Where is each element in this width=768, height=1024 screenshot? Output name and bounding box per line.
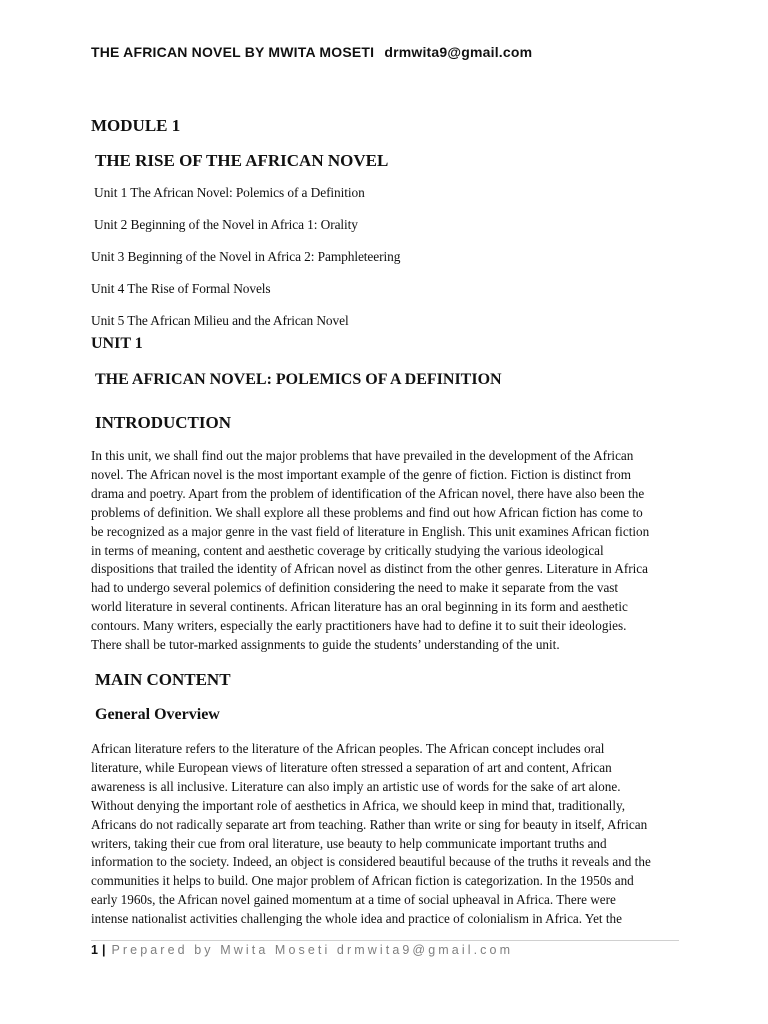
paragraph-line: Africans do not radically separate art from teaching. Rather than write or sing for beauty in itself, African (91, 816, 648, 832)
page-header (91, 44, 532, 60)
footer-divider (91, 940, 679, 941)
paragraph-line: In this unit, we shall find out the major problems that have prevailed in the development of the African (91, 448, 634, 463)
module-title: THE RISE OF THE AFRICAN NOVEL (95, 151, 389, 170)
paragraph-line: early 1960s, the African novel gained momentum at a time of social upheaval in Africa. There were (91, 892, 616, 908)
page-footer (91, 943, 513, 957)
paragraph-line: novel. The African novel is the most important example of the genre of fiction. Fiction is distinct from (91, 466, 631, 482)
paragraph-line: be recognized as a major genre in the vast field of literature in English. This unit examines African fiction (91, 523, 650, 539)
main-content-heading: MAIN CONTENT (95, 670, 231, 689)
paragraph-line: information to the society. Indeed, an object is considered beautiful because of the truths it reveals and the (91, 854, 651, 870)
paragraph-line: world literature in several continents. African literature has an oral beginning in its form and aesthetic (91, 599, 628, 615)
unit-list-item: Unit 4 The Rise of Formal Novels (91, 281, 271, 296)
paragraph-line: drama and poetry. Apart from the problem of identification of the African novel, there have also been the (91, 485, 645, 501)
unit-list-item: Unit 1 The African Novel: Polemics of a Definition (94, 185, 365, 200)
header-title: THE AFRICAN NOVEL BY MWITA MOSETI (91, 44, 375, 60)
unit-list-item: Unit 5 The African Milieu and the African Novel (91, 313, 349, 328)
paragraph-line: contours. Many writers, especially the early practitioners have had to define it to suit their ideologies. (91, 618, 627, 634)
paragraph-line: dispositions that trailed the identity of African novel as distinct from the other genres. Literature in Africa (91, 561, 649, 577)
unit-title: THE AFRICAN NOVEL: POLEMICS OF A DEFINITION (95, 371, 502, 388)
module-label: MODULE 1 (91, 116, 181, 135)
paragraph-line: problems of definition. We shall explore all these problems and find out how African fiction has come to (91, 504, 643, 520)
paragraph-line: intense nationalist activities challenging the whole idea and practice of colonialism in Africa. Yet the (91, 911, 623, 927)
paragraph-line: writers, taking their cue from oral literature, use beauty to help communicate important truths and (91, 835, 607, 851)
unit-list-item: Unit 2 Beginning of the Novel in Africa 1: Orality (94, 217, 358, 232)
paragraph-line: Without denying the important role of aesthetics in Africa, we should keep in mind that, traditionally, (91, 797, 626, 813)
paragraph-line: communities it helps to build. One major problem of African fiction is categorization. In the 1950s and (91, 873, 634, 889)
introduction-paragraph (91, 447, 691, 655)
header-email: drmwita9@gmail.com (384, 44, 533, 60)
page-number: 1 (91, 943, 98, 957)
introduction-heading: INTRODUCTION (95, 413, 232, 432)
paragraph-line: in terms of meaning, content and aesthetic coverage by critically studying the various ideological (91, 542, 604, 558)
unit-list-item: Unit 3 Beginning of the Novel in Africa 2: Pamphleteering (91, 249, 401, 264)
footer-text: Prepared by Mwita Moseti drmwita9@gmail.com (111, 943, 514, 957)
footer-separator: | (101, 943, 106, 957)
general-overview-heading: General Overview (95, 706, 220, 723)
overview-paragraph (91, 740, 691, 929)
unit-label: UNIT 1 (91, 335, 143, 352)
paragraph-line: African literature refers to the literature of the African peoples. The African concept includes oral (91, 741, 605, 756)
paragraph-line: There shall be tutor-marked assignments to guide the students’ understanding of the unit. (91, 637, 560, 653)
paragraph-line: literature, while European views of literature often stressed a separation of art and content, African (91, 759, 612, 775)
paragraph-line: had to undergo several polemics of definition considering the need to make it separate from the vast (91, 580, 619, 596)
paragraph-line: awareness is all inclusive. Literature can also imply an artistic use of words for the sake of art alone. (91, 778, 621, 794)
